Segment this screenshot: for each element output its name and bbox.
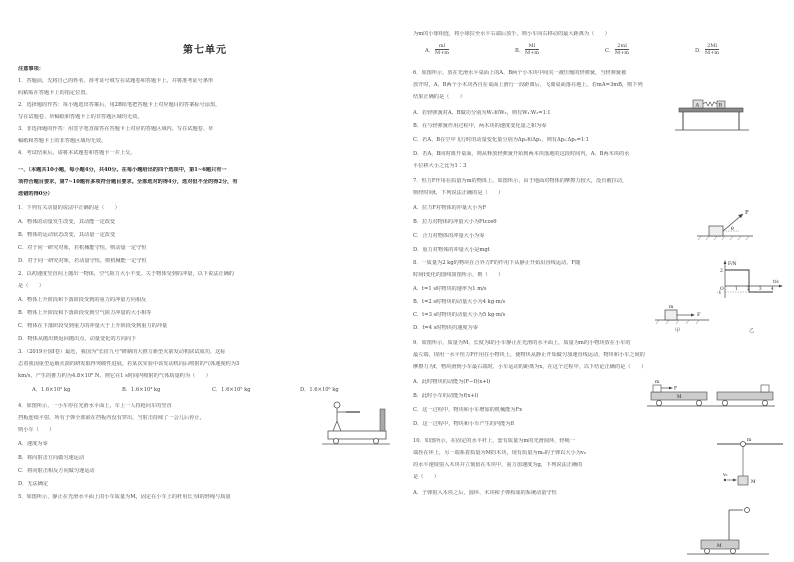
- q6-table-figure: [675, 96, 749, 132]
- right-text-line: C．合力对物体的冲量大小为零: [413, 233, 485, 239]
- q9-label-F-small: F: [697, 312, 701, 318]
- right-text-line: A．拉力F对物体的冲量大小为F: [413, 205, 487, 211]
- right-text-line: B．t=2 s时物块的动量大小为4 kg·m/s: [413, 299, 506, 305]
- right-text-line: B．拉力对物体的冲量大小为Ftcosθ: [413, 219, 497, 225]
- left-text-line: 是（ ）: [18, 283, 44, 289]
- left-text-line: 1．答题前，先将自己的姓名、准考证号填写在试题卷和答题卡上，并将准考证号条形: [18, 78, 214, 84]
- left-text-line: C．将向射击相反方向做匀速运动: [18, 468, 95, 474]
- left-text-line: A．物体的动量发生改变，其动能一定改变: [18, 219, 116, 225]
- left-text-line: B．物体上升阶段和下落阶段受到空气阻力冲量的大小相等: [18, 310, 152, 316]
- right-text-line: C．若A、B在空中飞行时的动量变化量分别为Δp₁和Δp₂，则有Δp₁∶Δp₂=1∶1: [413, 137, 589, 143]
- left-text-line: 4．如图所示，一小车停在光滑水平面上，车上一人持枪向车的竖直: [18, 403, 172, 409]
- right-text-line: D．t=4 s时物块的速度为零: [413, 325, 478, 331]
- left-text-line: 3．非选择题的作答：用签字笔直接答在答题卡上对应的答题区域内。写在试题卷、草: [18, 126, 214, 132]
- q5-option-a-fraction: $\frac{ml}{M+m}$: [435, 43, 450, 56]
- q6-label-b: B: [718, 102, 723, 109]
- q7-label-f: F: [745, 210, 749, 216]
- q9-caption-yi: 乙: [749, 328, 755, 334]
- right-text-line: A．此时物块的动能为(F−f)(x+l): [413, 379, 491, 385]
- left-text-line: km/s，产生的推力约为4.8×10⁶ N，则它在1 s时间内喷射的气体质量约为（ ）: [18, 373, 211, 379]
- right-text-line: C．t=3 s时物块的动量大小为5 kg·m/s: [413, 312, 506, 318]
- right-text-line: 平位移大小之比为1∶3: [413, 163, 467, 169]
- q8-origin: O: [720, 287, 724, 292]
- q8-xtick-1: 1: [735, 286, 738, 291]
- left-text-line: 志着我国重型运载火箭的研发取得突破性进展。若某次实验中该发动机向后喷射的气体速度约为3: [18, 361, 240, 367]
- q9-label-F: F: [674, 386, 678, 392]
- left-text-line: 3．（2019全国Ⅰ卷）最近，我国为"长征九号"研制的大推力新型火箭发动机联试成功，这标: [18, 349, 226, 355]
- left-text-line: 1．下列有关动量的说法中正确的是（ ）: [18, 205, 120, 211]
- right-text-line: 放开时，A、B两个小木块各自在桌面上滑行一段距离后，飞离桌面落在地上。若mA=3mB，则下列: [413, 82, 643, 88]
- left-text-line: B．将向射击方向做匀速运动: [18, 455, 85, 461]
- right-text-line: 9．如图所示，质量为M、长度为l的小车静止在光滑的水平面上，质量为m的小物块放在小车的: [413, 340, 631, 346]
- q5-option-b-fraction: $\frac{Ml}{M+m}$: [525, 43, 540, 56]
- left-text-line: 2．以初速度竖直向上抛出一物体，空气阻力大小不变。关于物体受到的冲量，以下说法正确的: [18, 271, 234, 277]
- q9-caption-jia: 甲: [675, 328, 681, 334]
- left-text-line: 写在试题卷、草稿纸和答题卡上的非答题区域均无效。: [18, 114, 143, 120]
- left-text-line: 4．考试结束后，请将本试题卷和答题卡一并上交。: [18, 150, 136, 156]
- left-text-line: C．对于同一研究对象，若机械能守恒，则动量一定守恒: [18, 245, 147, 251]
- left-text-line: 项符合题目要求，第7~10题有多项符合题目要求。全部选对的得4分，选对但不全的得2分，有: [18, 179, 238, 185]
- right-text-line: A．t=1 s时物块的速率为1 m/s: [413, 286, 487, 292]
- left-text-line: A．速度为零: [18, 441, 48, 447]
- notice-header: 注意事项：: [18, 66, 44, 72]
- q8-axis-f: F/N: [728, 262, 737, 267]
- q8-tick-2: 2: [720, 269, 723, 274]
- right-column: [413, 0, 787, 562]
- q3-option-a: A．1.6×10² kg: [32, 387, 71, 393]
- q8-ft-graph: [715, 258, 785, 304]
- right-text-line: D．若A、B同时离开桌面，则从释放轻弹簧开始到两木块落地的这段时间内，A、B两木块的水: [413, 151, 630, 157]
- q5-option-b-label: B．: [515, 48, 524, 54]
- q5-option-a-label: A．: [425, 48, 434, 54]
- q8-xtick-3: 3: [759, 286, 762, 291]
- q10-label-m: m: [747, 438, 752, 443]
- q3-option-c: C．1.6×10⁵ kg: [212, 387, 251, 393]
- right-text-line: C．这一过程中，物块和小车增加的机械能为Fx: [413, 407, 523, 413]
- q8-xtick-4: 4: [771, 286, 774, 291]
- q9-label-M: M: [677, 395, 682, 400]
- left-text-line: 选错的得0分）: [18, 191, 53, 197]
- q5-option-d-fraction: $\frac{2Ml}{M+m}$: [705, 43, 720, 56]
- right-text-line: 则经时间t，下列说法正确的是（ ）: [413, 190, 504, 196]
- right-text-line: B．此时小车的动能为f(x+l): [413, 393, 479, 399]
- right-text-line: A．若轻弹簧对A、B做功分别为W₁和W₂，则有W₁∶W₂=1∶1: [413, 110, 551, 116]
- q10-label-M: M: [751, 480, 756, 485]
- q10-label-v0: v₀: [723, 473, 728, 478]
- q8-block-figure: [653, 296, 711, 326]
- right-text-line: B．在与轻弹簧作用过程中，两木块的速度变化量之和为零: [413, 123, 547, 129]
- right-text-line: 是（ ）: [413, 474, 439, 480]
- q8-xtick-2: 2: [747, 286, 750, 291]
- left-text-line: D．对于同一研究对象，若动量守恒，则机械能一定守恒: [18, 258, 147, 264]
- left-text-line: 则小车（ ）: [18, 427, 55, 433]
- right-text-line: 8．一质量为2 kg的物块在合外力F的作用下从静止开始沿直线运动。F随: [413, 260, 581, 266]
- q3-option-b: B．1.6×10³ kg: [122, 387, 161, 393]
- right-text-line: 端拴在环上，另一端系着质量为M的木块，现有质量为m₀的子弹以大小为v₀: [413, 450, 586, 456]
- right-text-line: D．重力对物体的冲量大小是mgt: [413, 247, 490, 253]
- q10-cart-pole-figure: [685, 500, 771, 560]
- right-text-line: 为m的小球相连，将小球拉至水平右端后放手，则小车向右移动的最大距离为（ ）: [413, 31, 610, 37]
- q9-label-m: m: [655, 380, 660, 385]
- right-text-line: 最左端，现用一水平恒力F作用在小物块上，使物块从静止开始做匀加速直线运动，物块和小车之间的: [413, 352, 645, 358]
- q7-force-figure: [695, 202, 755, 242]
- left-text-line: B．物体的运动状态改变，其动量一定改变: [18, 232, 116, 238]
- right-text-line: A．子弹射入木块之后，圆环、木块和子弹构成的系统动量守恒: [413, 490, 557, 496]
- q4-cart-figure: [320, 395, 392, 447]
- left-text-line: 码粘贴在答题卡上的指定位置。: [18, 90, 91, 96]
- right-text-line: 10．如图所示，在固定的水平杆上，套有质量为m的光滑圆环，轻绳一: [413, 438, 575, 444]
- left-text-line: 稿纸和答题卡上的非答题区域均无效。: [18, 138, 107, 144]
- left-column: [18, 0, 392, 562]
- q3-option-d: D．1.6×10⁶ kg: [300, 387, 339, 393]
- q8-tick-neg1: -1: [717, 291, 722, 296]
- q6-label-a: A: [695, 102, 700, 109]
- q5-option-c-fraction: $\frac{2ml}{M+m}$: [615, 43, 630, 56]
- left-text-line: D．无法确定: [18, 481, 49, 487]
- right-text-line: 7．恒力F作用在质量为m的物体上，如图所示，由于地面对物体的摩擦力较大，没有被拉动，: [413, 178, 628, 184]
- q10-ring-figure: [713, 436, 785, 492]
- left-text-line: 挡板连续平射，所有子弹全部嵌在挡板内没有穿出，当射击持续了一会儿后停止，: [18, 415, 205, 421]
- left-text-line: A．物体上升阶段和下落阶段受到的重力的冲量方向相反: [18, 297, 147, 303]
- right-text-line: D．这一过程中，物块和小车产生的内能为fl: [413, 421, 514, 427]
- right-text-line: 摩擦力为f，物块滑到小车最右端时，小车运动的距离为x，在这个过程中，以下结论正确的是（ ）: [413, 364, 647, 370]
- right-text-line: 6．如图所示，放在光滑水平桌面上的A、B两个小木块中间夹一被压缩的轻弹簧，当轻弹簧被: [413, 70, 627, 76]
- right-text-line: 的水平速度射入木块并立刻留在木块中，重力加速度为g，下列说法正确的: [413, 462, 583, 468]
- left-text-line: D．物体从抛出到返回抛出点，动量变化的方向向下: [18, 336, 137, 342]
- left-text-line: C．物体在下落阶段受到重力的冲量大于上升阶段受到重力的冲量: [18, 323, 168, 329]
- q9-cart-figure: [645, 372, 779, 412]
- left-text-line: 5．如图所示，静止在光滑水平面上的小车质量为M，固定在小车上的杆用长为l的轻绳与质量: [18, 494, 231, 500]
- page-title: 第七单元: [183, 45, 227, 56]
- q5-option-c-label: C．: [605, 48, 615, 54]
- left-text-line: 一、（本题共10小题，每小题4分，共40分。在每小题给出的四个选项中，第1~6题只有一: [18, 167, 227, 173]
- q7-label-theta: θ: [731, 227, 734, 232]
- q5-label-M: M: [717, 544, 722, 549]
- q9-label-m-small: m: [669, 305, 674, 310]
- q8-axis-t: t/s: [773, 280, 779, 285]
- right-text-line: 时间t变化的图线如图所示，则（ ）: [413, 272, 504, 278]
- left-text-line: 2．选择题的作答：每小题选出答案后，用2B铅笔把答题卡上对应题目的答案标号涂黑，: [18, 102, 221, 108]
- right-text-line: 结果正确的是（ ）: [413, 94, 465, 100]
- q5-option-d-label: D．: [695, 48, 705, 54]
